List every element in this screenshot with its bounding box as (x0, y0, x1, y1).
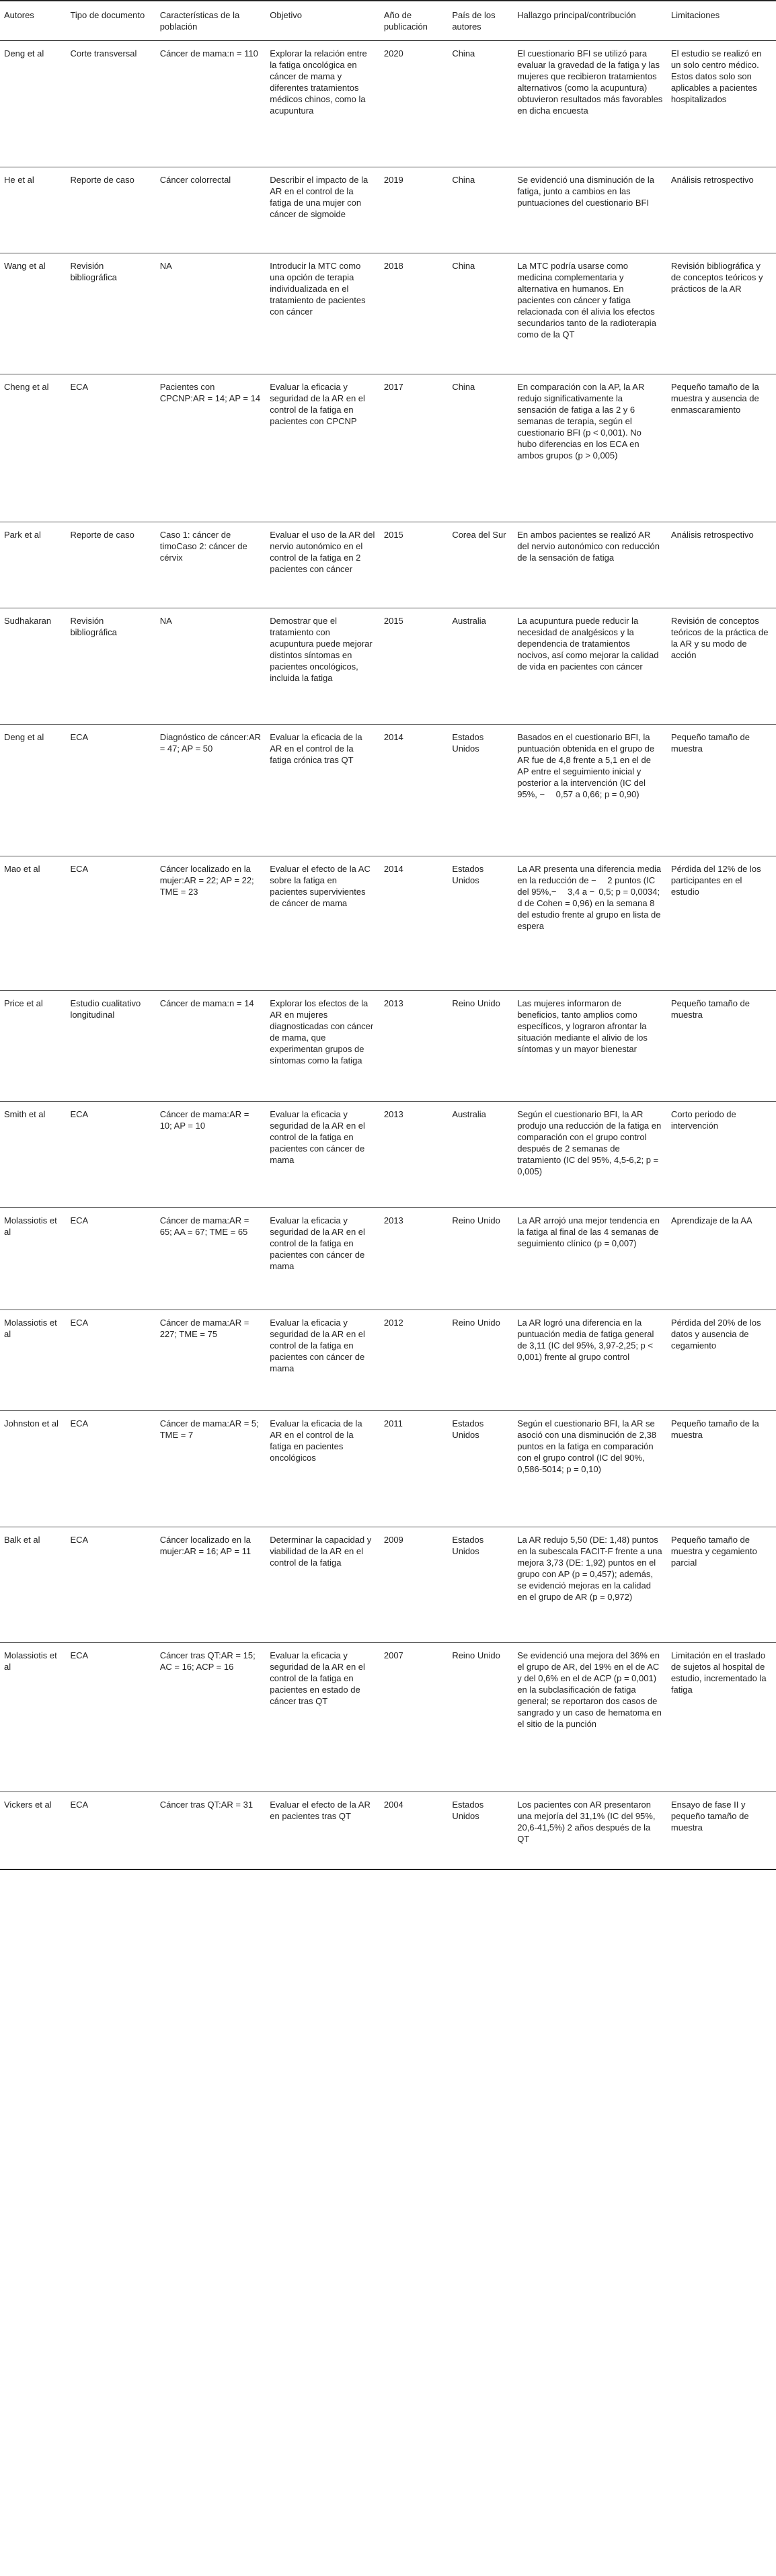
cell-finding: Se evidenció una mejora del 36% en el grupo de AR, del 19% en el de AC y del 0,6% en el de ACP (p = 0,001) en la subclasificación de fatiga general; se reportaron dos casos de sangrado y un caso de hematoma en el sitio de la punción (517, 1650, 662, 1729)
table-row (0, 856, 776, 991)
table-row (0, 1792, 776, 1869)
cell-doctype: Revisión bibliográfica (70, 261, 117, 282)
table-row (0, 253, 776, 374)
cell-finding: Las mujeres informaron de beneficios, tanto amplios como específicos, y lograron afrontar la situación mediante el alivio de los síntomas y un mayor bienestar (517, 998, 648, 1054)
cell-population: Cáncer de mama:AR = 227; TME = 75 (159, 1318, 249, 1339)
cell-population: Cáncer de mama:AR = 5; TME = 7 (159, 1418, 259, 1440)
cell-doctype: ECA (70, 864, 89, 874)
cell-author: Sudhakaran (4, 616, 52, 626)
header-doctype: Tipo de documento (66, 1, 155, 41)
table-row (0, 1643, 776, 1792)
cell-finding: El cuestionario BFI se utilizó para evaluar la gravedad de la fatiga y las mujeres que recibieron tratamientos alternativos (como la acupuntura) obtuvieron resultados más favorables en dicha encuesta (517, 48, 663, 116)
cell-objective: Evaluar la eficacia de la AR en el control de la fatiga en pacientes oncológicos (270, 1418, 362, 1463)
cell-doctype: Revisión bibliográfica (70, 616, 117, 637)
cell-country: Corea del Sur (452, 530, 506, 540)
table-row (0, 167, 776, 253)
cell-year: 2007 (383, 1650, 403, 1660)
cell-country: Australia (452, 1109, 486, 1119)
cell-country: Estados Unidos (452, 732, 484, 754)
cell-finding: En comparación con la AP, la AR redujo significativamente la sensación de fatiga a las 2 y 6 semanas de terapia, según el cuestionario BFI (p < 0,001). No hubo diferencias en los ECA en ambos grupos (p > 0,005) (517, 382, 645, 460)
cell-year: 2019 (383, 175, 403, 185)
cell-country: China (452, 382, 475, 392)
cell-year: 2013 (383, 1109, 403, 1119)
header-finding: Hallazgo principal/contribución (513, 1, 667, 41)
cell-author: Johnston et al (4, 1418, 59, 1428)
cell-objective: Evaluar la eficacia y seguridad de la AR en el control de la fatiga en pacientes con CPCNP (270, 382, 365, 426)
cell-limitations: Pequeño tamaño de muestra y cegamiento parcial (670, 1535, 757, 1568)
cell-limitations: El estudio se realizó en un solo centro médico. Estos datos solo son aplicables a pacientes hospitalizados (670, 48, 762, 104)
cell-finding: En ambos pacientes se realizó AR del nervio autonómico con reducción de la sensación de fatiga (517, 530, 660, 563)
cell-finding: Basados en el cuestionario BFI, la puntuación obtenida en el grupo de AR fue de 4,8 frente a 5,1 en el de AP entre el seguimiento inicial y posterior a la intervención (IC del 95%, − 0,57 a 0,66; p = 0,90) (517, 732, 655, 799)
cell-finding: Según el cuestionario BFI, la AR se asoció con una disminución de 2,38 puntos en la fatiga en comparación con el grupo control (IC del 90%, 0,586-5014; p = 0,10) (517, 1418, 656, 1474)
cell-population: Diagnóstico de cáncer:AR = 47; AP = 50 (159, 732, 262, 754)
cell-doctype: ECA (70, 1418, 89, 1428)
cell-author: Price et al (4, 998, 43, 1008)
cell-author: He et al (4, 175, 34, 185)
cell-country: Estados Unidos (452, 864, 484, 885)
cell-author: Wang et al (4, 261, 46, 271)
cell-limitations: Ensayo de fase II y pequeño tamaño de muestra (670, 1800, 749, 1833)
cell-objective: Evaluar la eficacia y seguridad de la AR en el control de la fatiga en pacientes con cáncer de mama (270, 1109, 365, 1165)
cell-limitations: Aprendizaje de la AA (670, 1215, 752, 1225)
cell-author: Deng et al (4, 48, 44, 58)
cell-year: 2020 (383, 48, 403, 58)
cell-year: 2012 (383, 1318, 403, 1328)
table-row (0, 1208, 776, 1310)
header-objective: Objetivo (266, 1, 380, 41)
cell-doctype: ECA (70, 1215, 89, 1225)
cell-limitations: Corto periodo de intervención (670, 1109, 736, 1131)
cell-country: Estados Unidos (452, 1418, 484, 1440)
cell-limitations: Pérdida del 20% de los datos y ausencia de cegamiento (670, 1318, 761, 1351)
cell-doctype: ECA (70, 1109, 89, 1119)
cell-doctype: Estudio cualitativo longitudinal (70, 998, 141, 1020)
table-body (0, 41, 776, 1869)
table-row (0, 608, 776, 725)
cell-country: Australia (452, 616, 486, 626)
cell-author: Smith et al (4, 1109, 46, 1119)
cell-finding: La acupuntura puede reducir la necesidad de analgésicos y la dependencia de tratamientos nocivos, así como mejorar la calidad de vida en pacientes con cáncer (517, 616, 659, 672)
cell-limitations: Pequeño tamaño de la muestra y ausencia de enmascaramiento (670, 382, 759, 415)
header-population: Características de la población (156, 1, 266, 41)
table-row (0, 991, 776, 1102)
cell-year: 2009 (383, 1535, 403, 1545)
cell-population: Caso 1: cáncer de timoCaso 2: cáncer de cérvix (159, 530, 247, 563)
table-row (0, 1310, 776, 1411)
table-row (0, 1411, 776, 1527)
cell-year: 2017 (383, 382, 403, 392)
cell-country: Reino Unido (452, 1650, 500, 1660)
header-limitations: Limitaciones (667, 1, 776, 41)
header-author: Autores (0, 1, 66, 41)
cell-author: Park et al (4, 530, 41, 540)
cell-year: 2004 (383, 1800, 403, 1810)
cell-objective: Evaluar el uso de la AR del nervio autonómico en el control de la fatiga en 2 pacientes con cáncer (270, 530, 375, 574)
table-row (0, 374, 776, 522)
cell-population: Cáncer de mama:AR = 65; AA = 67; TME = 65 (159, 1215, 249, 1237)
cell-finding: La AR redujo 5,50 (DE: 1,48) puntos en la subescala FACIT-F frente a una mejora 3,73 (DE: 1,92) puntos en el grupo con AP (p = 0,457); además, se evidenció mejoras en la calidad en el grupo de AR (p = 0,972) (517, 1535, 662, 1602)
cell-author: Molassiotis et al (4, 1215, 57, 1237)
table-row (0, 41, 776, 167)
cell-objective: Evaluar el efecto de la AR en pacientes tras QT (270, 1800, 371, 1821)
cell-objective: Evaluar la eficacia y seguridad de la AR en el control de la fatiga en pacientes con cáncer de mama (270, 1318, 365, 1373)
cell-objective: Evaluar la eficacia y seguridad de la AR en el control de la fatiga en pacientes en estado de cáncer tras QT (270, 1650, 365, 1706)
cell-author: Molassiotis et al (4, 1318, 57, 1339)
cell-population: Cáncer colorrectal (159, 175, 231, 185)
header-year: Año de publicación (380, 1, 448, 41)
cell-objective: Evaluar la eficacia de la AR en el control de la fatiga crónica tras QT (270, 732, 362, 765)
cell-limitations: Pequeño tamaño de muestra (670, 998, 750, 1020)
cell-year: 2014 (383, 864, 403, 874)
cell-country: Estados Unidos (452, 1535, 484, 1556)
cell-year: 2018 (383, 261, 403, 271)
cell-limitations: Limitación en el traslado de sujetos al hospital de estudio, incrementado la fatiga (670, 1650, 767, 1695)
cell-objective: Explorar la relación entre la fatiga oncológica en cáncer de mama y diferentes tratamientos médicos chinos, como la acupuntura (270, 48, 367, 116)
cell-country: Reino Unido (452, 1318, 500, 1328)
cell-limitations: Pequeño tamaño de muestra (670, 732, 750, 754)
cell-author: Cheng et al (4, 382, 49, 392)
header-country: País de los autores (448, 1, 513, 41)
table-row (0, 1527, 776, 1643)
cell-doctype: ECA (70, 1650, 89, 1660)
table-row (0, 1102, 776, 1208)
cell-country: Reino Unido (452, 1215, 500, 1225)
cell-year: 2014 (383, 732, 403, 742)
cell-country: China (452, 48, 475, 58)
cell-population: Pacientes con CPCNP:AR = 14; AP = 14 (159, 382, 261, 403)
cell-finding: Los pacientes con AR presentaron una mejoría del 31,1% (IC del 95%, 20,6-41,5%) 2 años después de la QT (517, 1800, 656, 1844)
cell-country: China (452, 261, 475, 271)
cell-author: Vickers et al (4, 1800, 52, 1810)
cell-doctype: ECA (70, 732, 89, 742)
cell-author: Deng et al (4, 732, 44, 742)
cell-author: Molassiotis et al (4, 1650, 57, 1672)
cell-country: China (452, 175, 475, 185)
table-row (0, 522, 776, 608)
cell-objective: Determinar la capacidad y viabilidad de la AR en el control de la fatiga (270, 1535, 372, 1568)
cell-objective: Evaluar la eficacia y seguridad de la AR en el control de la fatiga en pacientes con cáncer de mama (270, 1215, 365, 1271)
cell-objective: Explorar los efectos de la AR en mujeres diagnosticadas con cáncer de mama, que experimentan grupos de síntomas como la fatiga (270, 998, 374, 1065)
cell-doctype: Reporte de caso (70, 175, 134, 185)
cell-doctype: ECA (70, 1535, 89, 1545)
cell-population: Cáncer de mama:n = 14 (159, 998, 254, 1008)
cell-doctype: Reporte de caso (70, 530, 134, 540)
cell-year: 2011 (383, 1418, 403, 1428)
cell-author: Mao et al (4, 864, 40, 874)
cell-limitations: Análisis retrospectivo (670, 530, 754, 540)
cell-year: 2015 (383, 530, 403, 540)
cell-doctype: ECA (70, 382, 89, 392)
cell-finding: Se evidenció una disminución de la fatiga, junto a cambios en las puntuaciones del cuestionario BFI (517, 175, 655, 208)
cell-objective: Evaluar el efecto de la AC sobre la fatiga en pacientes supervivientes de cáncer de mama (270, 864, 371, 908)
cell-finding: Según el cuestionario BFI, la AR produjo una reducción de la fatiga en comparación con el grupo control después de 2 semanas de tratamiento (IC del 95%, 4,5-6,2; p = 0,005) (517, 1109, 662, 1176)
cell-finding: La AR presenta una diferencia media en la reducción de − 2 puntos (IC del 95%,− 3,4 a − 0,5; p = 0,0034; d de Cohen = 0,96) en la semana 8 del estudio frente al grupo en lista de espera (517, 864, 662, 931)
cell-objective: Demostrar que el tratamiento con acupuntura puede mejorar distintos síntomas en pacientes oncológicos, incluida la fatiga (270, 616, 373, 683)
cell-limitations: Pequeño tamaño de la muestra (670, 1418, 759, 1440)
cell-population: NA (159, 261, 172, 271)
cell-country: Reino Unido (452, 998, 500, 1008)
cell-limitations: Revisión de conceptos teóricos de la práctica de la AR y su modo de acción (670, 616, 769, 660)
cell-year: 2013 (383, 998, 403, 1008)
cell-doctype: Corte transversal (70, 48, 137, 58)
cell-population: Cáncer de mama:AR = 10; AP = 10 (159, 1109, 249, 1131)
cell-finding: La AR logró una diferencia en la puntuación media de fatiga general de 3,11 (IC del 95%, 3,97-2,25; p < 0,001) frente al grupo control (517, 1318, 654, 1362)
cell-finding: La AR arrojó una mejor tendencia en la fatiga al final de las 4 semanas de seguimiento clínico (p = 0,007) (517, 1215, 660, 1248)
cell-limitations: Revisión bibliográfica y de conceptos teóricos y prácticos de la AR (670, 261, 763, 294)
cell-population: NA (159, 616, 172, 626)
cell-population: Cáncer localizado en la mujer:AR = 22; AP = 22; TME = 23 (159, 864, 254, 897)
cell-limitations: Análisis retrospectivo (670, 175, 754, 185)
cell-population: Cáncer tras QT:AR = 31 (159, 1800, 254, 1810)
cell-country: Estados Unidos (452, 1800, 484, 1821)
cell-finding: La MTC podría usarse como medicina complementaria y alternativa en humanos. En pacientes con cáncer y fatiga relacionada con él alivia los efectos secundarios tanto de la radioterapia como de la QT (517, 261, 656, 339)
cell-doctype: ECA (70, 1800, 89, 1810)
cell-population: Cáncer localizado en la mujer:AR = 16; AP = 11 (159, 1535, 251, 1556)
cell-year: 2015 (383, 616, 403, 626)
cell-limitations: Pérdida del 12% de los participantes en el estudio (670, 864, 761, 897)
cell-objective: Describir el impacto de la AR en el control de la fatiga de una mujer con cáncer de sigmoide (270, 175, 368, 219)
cell-author: Balk et al (4, 1535, 40, 1545)
cell-population: Cáncer de mama:n = 110 (159, 48, 258, 58)
cell-objective: Introducir la MTC como una opción de terapia individualizada en el tratamiento de pacientes con cáncer (270, 261, 366, 317)
table-row (0, 725, 776, 856)
header-row (0, 1, 776, 41)
cell-year: 2013 (383, 1215, 403, 1225)
cell-doctype: ECA (70, 1318, 89, 1328)
cell-population: Cáncer tras QT:AR = 15; AC = 16; ACP = 16 (159, 1650, 256, 1672)
